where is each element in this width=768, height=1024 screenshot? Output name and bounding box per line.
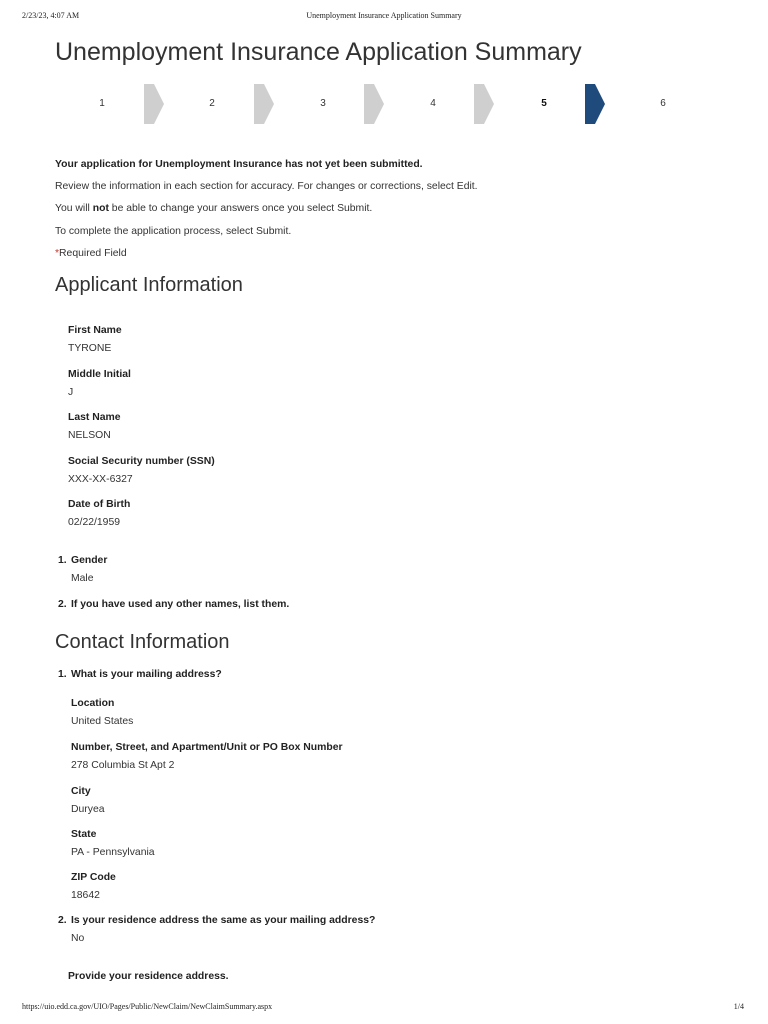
middle-initial-label: Middle Initial xyxy=(68,369,131,380)
print-footer-url: https://uio.edd.ca.gov/UIO/Pages/Public/NewClaim/NewClaimSummary.aspx xyxy=(22,1002,273,1011)
applicant-information-heading: Applicant Information xyxy=(55,274,243,296)
submit-warning-emphasis: not xyxy=(92,203,109,215)
step-5-active-chevron-icon xyxy=(585,84,605,124)
date-of-birth-value: 02/22/1959 xyxy=(68,517,121,528)
submit-warning-part2: be able to change your answers once you select Submit. xyxy=(108,203,373,215)
zip-code-label: ZIP Code xyxy=(71,872,116,883)
required-star: * xyxy=(55,247,60,259)
last-name-value: NELSON xyxy=(68,430,111,441)
first-name-label: First Name xyxy=(68,325,122,336)
page-title: Unemployment Insurance Application Summary xyxy=(55,38,582,66)
gender-question-number: 1. xyxy=(58,555,67,566)
print-header-title: Unemployment Insurance Application Summary xyxy=(306,11,462,20)
step-3-chevron-icon xyxy=(364,84,384,124)
print-header-datetime: 2/23/23, 4:07 AM xyxy=(22,11,80,20)
required-field-text: Required Field xyxy=(59,247,127,259)
gender-value: Male xyxy=(71,573,94,584)
step-4-chevron-icon xyxy=(474,84,494,124)
ssn-label: Social Security number (SSN) xyxy=(68,456,215,467)
zip-code-value: 18642 xyxy=(71,890,100,901)
step-5-label: 5 xyxy=(541,98,547,109)
intro-text xyxy=(55,158,735,269)
step-2-label: 2 xyxy=(209,98,215,109)
location-label: Location xyxy=(71,698,115,709)
middle-initial-value: J xyxy=(68,387,74,398)
print-footer-page-number: 1/4 xyxy=(733,1002,744,1011)
step-4-label: 4 xyxy=(430,98,436,109)
residence-same-value: No xyxy=(71,933,85,944)
step-6-label: 6 xyxy=(660,98,666,109)
required-field-legend xyxy=(55,247,735,269)
step-1-label: 1 xyxy=(99,98,105,109)
step-1-chevron-icon xyxy=(144,84,164,124)
contact-information-heading: Contact Information xyxy=(55,631,230,653)
residence-address-prompt: Provide your residence address. xyxy=(68,971,229,982)
other-names-label: If you have used any other names, list them. xyxy=(71,599,290,610)
last-name-label: Last Name xyxy=(68,412,121,423)
mailing-question-number: 1. xyxy=(58,669,67,680)
date-of-birth-label: Date of Birth xyxy=(68,499,131,510)
step-2-chevron-icon xyxy=(254,84,274,124)
city-label: City xyxy=(71,786,91,797)
gender-label: Gender xyxy=(71,555,108,566)
submit-warning-part1: You will xyxy=(55,203,93,215)
state-label: State xyxy=(71,829,97,840)
street-address-value: 278 Columbia St Apt 2 xyxy=(71,760,175,771)
state-value: PA - Pennsylvania xyxy=(71,847,155,858)
city-value: Duryea xyxy=(71,804,105,815)
residence-question-number: 2. xyxy=(58,915,67,926)
mailing-address-question: What is your mailing address? xyxy=(71,669,222,680)
first-name-value: TYRONE xyxy=(68,343,112,354)
other-names-question-number: 2. xyxy=(58,599,67,610)
progress-stepper xyxy=(55,84,715,124)
street-address-label: Number, Street, and Apartment/Unit or PO Box Number xyxy=(71,742,343,753)
not-submitted-notice: Your application for Unemployment Insurance has not yet been submitted. xyxy=(55,159,423,170)
location-value: United States xyxy=(71,716,134,727)
review-instructions: Review the information in each section for accuracy. For changes or corrections, select Edit. xyxy=(55,181,478,193)
residence-same-question: Is your residence address the same as your mailing address? xyxy=(71,915,376,926)
ssn-value: XXX-XX-6327 xyxy=(68,474,133,485)
complete-instructions: To complete the application process, select Submit. xyxy=(55,225,292,237)
submit-warning xyxy=(55,202,735,224)
step-3-label: 3 xyxy=(320,98,326,109)
